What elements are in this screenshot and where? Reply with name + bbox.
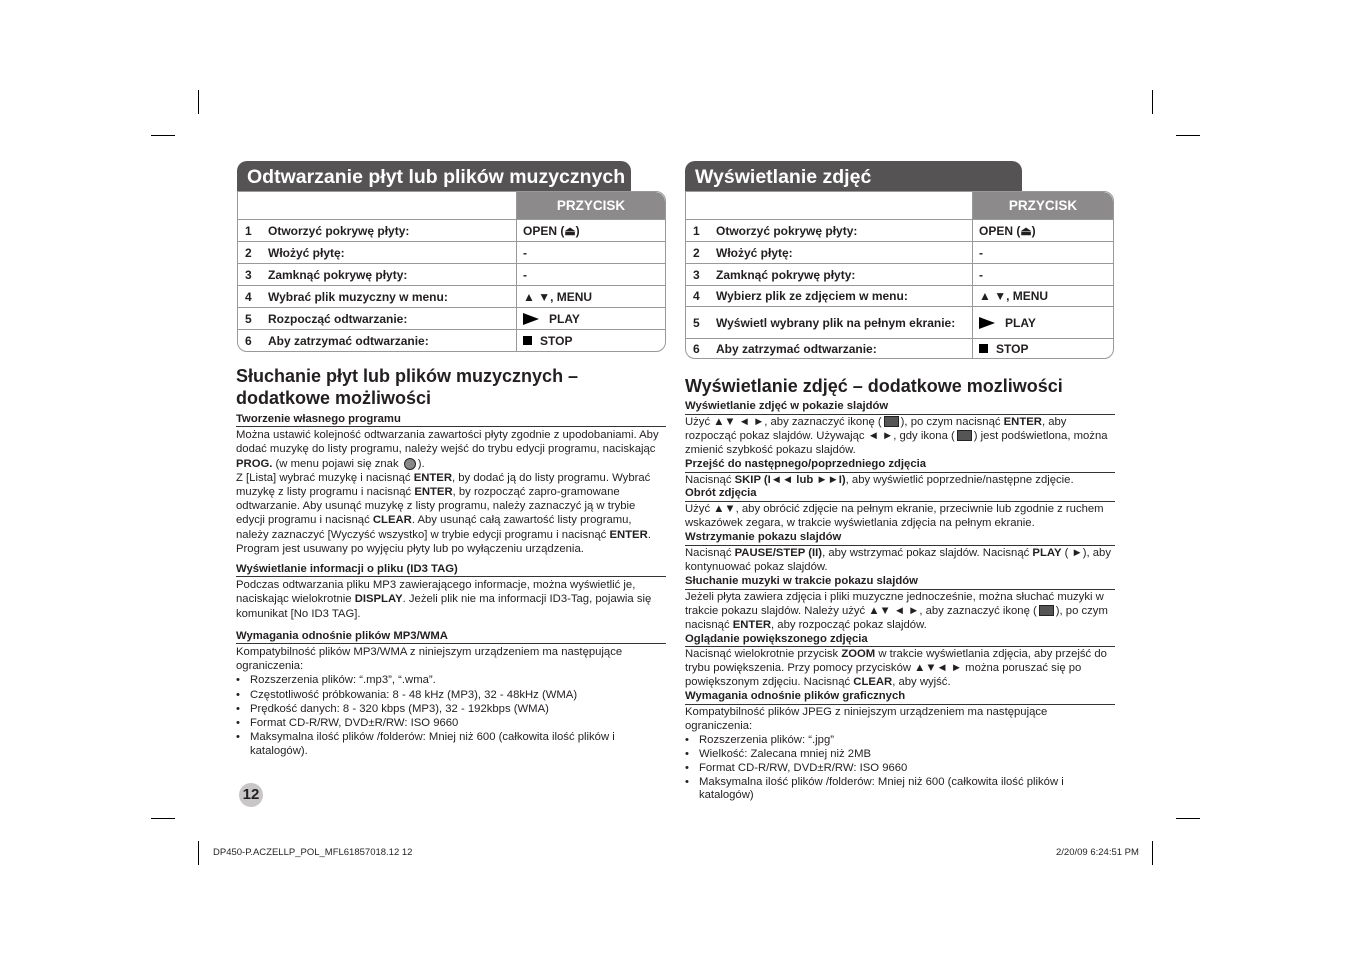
button-column-header: PRZYCISK [973,192,1113,219]
subsection-title: Wymagania odnośnie plików graficznych [685,690,1115,705]
table-row: 5 Rozpocząć odtwarzanie: PLAY [238,307,665,329]
speed-icon [957,430,972,441]
footer-left: DP450-P.ACZELLP_POL_MFL61857018.12 12 [213,847,413,858]
list-item: • Rozszerzenia plików: “.jpg” [685,734,1115,748]
list-item: • Maksymalna ilość plików /folderów: Mniej niż 600 (całkowita ilość plików i katalogów). [236,730,666,758]
crop-mark [198,90,199,114]
left-column [237,161,666,352]
table-row: 5 Wyświetl wybrany plik na pełnym ekranie: PLAY [686,306,1113,338]
right-body [685,400,1115,803]
table-row: 6 Aby zatrzymać odtwarzanie: STOP [238,329,665,351]
footer-right: 2/20/09 6:24:51 PM [1056,847,1139,858]
list-item: • Wielkość: Zalecana mniej niż 2MB [685,748,1115,762]
crop-mark [1176,135,1200,136]
crop-mark [198,841,199,865]
list-item: • Prędkość danych: 8 - 320 kbps (MP3), 32 - 192kbps (WMA) [236,702,666,716]
paragraph: Użyć ▲▼ ◄ ►, aby zaznaczyć ikonę ( ), po czym nacisnąć ENTER, aby rozpocząć pokaz slajdów. Używając ◄ ►, gdy ikona ( ) jest podświetlona, można zmienić szybkość pokazu slajdów. [685,415,1108,456]
section-title: Odtwarzanie płyt lub plików muzycznych [237,161,631,191]
paragraph: Z [Lista] wybrać muzykę i nacisnąć ENTER, by dodać ją do listy programu. Wybrać muzykę z listy programu i nacisnąć ENTER, by rozpocząć zapro-gramowane odtwarzanie. Aby usunąć muzykę z listy programu, należy zaznaczyć ją w trybie edycji programu i nacisnąć CLEAR. Aby usunąć całą zawartość listy programu, należy zaznaczyć [Wyczyść wszystko] w trybie edycji programu i nacisnąć ENTER. Program jest usuwany po wyjęciu płyty lub po wyłączeniu urządzenia. [236,471,651,555]
table-row: 4 Wybierz plik ze zdjęciem w menu: ▲ ▼, MENU [686,285,1113,306]
subsection-title: Słuchanie muzyki w trakcie pokazu slajdów [685,575,1115,590]
subsection-title: Oglądanie powiększonego zdjęcia [685,633,1115,648]
right-column [685,161,1114,359]
subsection-title: Wymagania odnośnie plików MP3/WMA [236,629,666,644]
page-number: 12 [239,783,263,807]
crop-mark [1152,841,1153,865]
table-row: 3 Zamknąć pokrywę płyty: - [686,263,1113,285]
play-icon [523,313,539,325]
table-row: 4 Wybrać plik muzyczny w menu: ▲ ▼, MENU [238,285,665,307]
program-mark-icon [404,458,416,470]
list-item: • Maksymalna ilość plików /folderów: Mniej niż 600 (całkowita ilość plików i katalogów) [685,776,1115,804]
table-row: 3 Zamknąć pokrywę płyty: - [238,263,665,285]
table-row: 1 Otworzyć pokrywę płyty: OPEN (⏏) [238,219,665,241]
list-item: • Rozszerzenia plików: “.mp3”, “.wma”. [236,673,666,687]
table-row: 2 Włożyć płytę: - [238,241,665,263]
subsection-title: Wstrzymanie pokazu slajdów [685,531,1115,546]
slideshow-icon [884,416,899,427]
paragraph: Użyć ▲▼, aby obrócić zdjęcie na pełnym ekranie, przeciwnie lub zgodnie z ruchem wskazówek zegara, w trakcie wyświetlania zdjęcia na pełnym ekranie. [685,503,1104,530]
list-item: • Format CD-R/RW, DVD±R/RW: ISO 9660 [685,762,1115,776]
paragraph: Jeżeli płyta zawiera zdjęcia i pliki muzyczne jednocześnie, można słuchać muzyki w trakcie pokazu slajdów. Należy użyć ▲▼ ◄ ►, aby zaznaczyć ikonę ( ), po czym nacisnąć ENTER, aby rozpocząć pokaz slajdów. [685,590,1108,631]
paragraph: Podczas odtwarzania pliku MP3 zawierającego informacje, można wyświetlić je, naciskając wielokrotnie DISPLAY. Jeżeli plik nie ma informacji ID3-Tag, pojawia się komunikat [No ID3 TAG]. [236,579,652,620]
paragraph: Nacisnąć PAUSE/STEP (II), aby wstrzymać pokaz slajdów. Nacisnąć PLAY ( ►), aby kontynuować pokaz slajdów. [685,547,1111,573]
subsection-title: Wyświetlanie informacji o pliku (ID3 TAG) [236,562,666,577]
steps-table [237,191,666,352]
bullet-list [236,673,666,758]
crop-mark [1152,90,1153,114]
play-icon [979,317,995,329]
crop-mark [151,135,175,136]
stop-icon [523,336,532,345]
paragraph: Nacisnąć SKIP (I◄◄ lub ►►I), aby wyświetlić poprzednie/następne zdjęcie. [685,473,1074,486]
table-row: 6 Aby zatrzymać odtwarzanie: STOP [686,338,1113,358]
subsection-title: Przejść do następnego/poprzedniego zdjęcia [685,458,1115,473]
paragraph: Można ustawić kolejność odtwarzania zawartości płyty zgodnie z upodobaniami. Aby dodać muzykę do listy programu, należy wejść do trybu edycji programu, naciskając PROG. (w menu pojawi się znak ). [236,429,659,470]
subsection-title: Obrót zdjęcia [685,487,1115,502]
list-item: • Częstotliwość próbkowania: 8 - 48 kHz (MP3), 32 - 48kHz (WMA) [236,688,666,702]
stop-icon [979,344,988,353]
paragraph: Kompatybilność plików MP3/WMA z niniejszym urządzeniem ma następujące ograniczenia: [236,646,623,673]
left-body [236,412,666,759]
crop-mark [151,818,175,819]
steps-table [685,191,1114,359]
paragraph: Nacisnąć wielokrotnie przycisk ZOOM w trakcie wyświetlania zdjęcia, aby przejść do trybu powiększenia. Przy pomocy przycisków ▲▼◄ ► można poruszać się po powiększonym zdjęciu. Nacisnąć CLEAR, aby wyjść. [685,648,1107,689]
left-heading: Słuchanie płyt lub plików muzycznych – dodatkowe możliwości [236,366,579,408]
right-heading: Wyświetlanie zdjęć – dodatkowe mozliwości [685,376,1063,396]
crop-mark [1176,818,1200,819]
table-row: 2 Włożyć płytę: - [686,241,1113,263]
list-item: • Format CD-R/RW, DVD±R/RW: ISO 9660 [236,716,666,730]
section-title: Wyświetlanie zdjęć [685,161,1022,191]
button-column-header: PRZYCISK [517,192,665,219]
paragraph: Kompatybilność plików JPEG z niniejszym urządzeniem ma następujące ograniczenia: [685,706,1048,732]
bullet-list [685,734,1115,804]
subsection-title: Wyświetlanie zdjęć w pokazie slajdów [685,400,1115,415]
music-icon [1039,605,1054,616]
table-row: 1 Otworzyć pokrywę płyty: OPEN (⏏) [686,219,1113,241]
subsection-title: Tworzenie własnego programu [236,412,666,427]
